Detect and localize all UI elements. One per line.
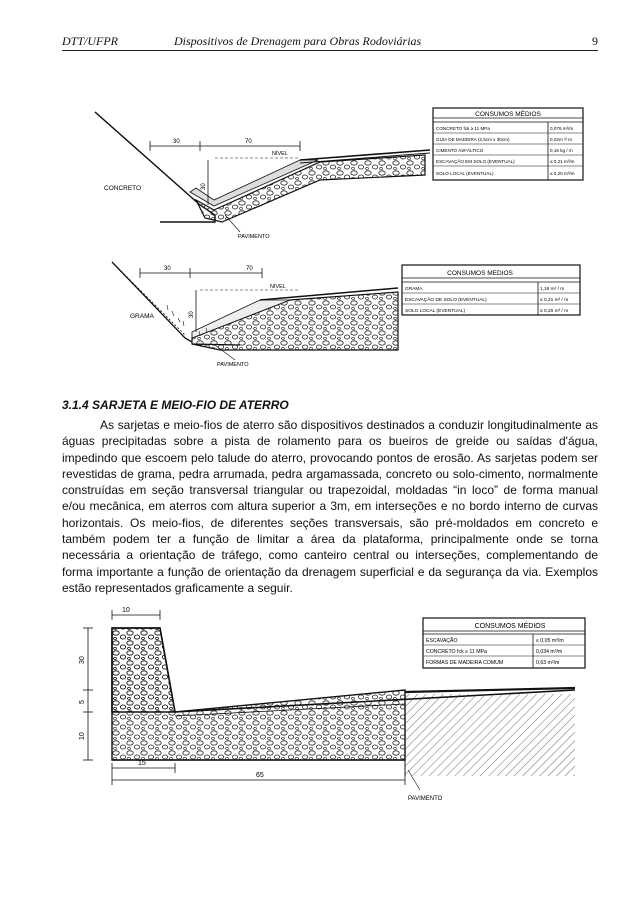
fig1-table-title: CONSUMOS MÉDIOS <box>475 111 541 118</box>
fig1-row-2-item: GUIA DE MADEIRA (2,5cm x 30cm) <box>436 137 510 142</box>
header-title: Dispositivos de Drenagem para Obras Rodoviárias <box>174 34 422 48</box>
fig3-dim-v3: 10 <box>79 732 86 740</box>
fig2-row-1-item: GRAMA <box>405 287 423 292</box>
fig3-row-1-item: ESCAVAÇÃO <box>426 638 458 644</box>
page-number: 9 <box>592 34 598 48</box>
fig2-row-2-item: ESCAVAÇÃO DE SOLO (EVENTUAL) <box>405 298 487 303</box>
fig1-dim-v: 30 <box>201 183 207 190</box>
fig1-pavement-label: PAVIMENTO <box>238 234 270 240</box>
section-title: 3.1.4 SARJETA E MEIO-FIO DE ATERRO <box>62 398 289 412</box>
fig1-row-3-value: 0,16 kg / m <box>550 148 573 153</box>
fig2-side-label: GRAMA <box>130 313 154 320</box>
fig2-row-3-value: ≤ 0,20 m³ / m <box>540 309 569 314</box>
fig2-level: NÍVEL <box>270 284 286 290</box>
fig3-consumption-table <box>423 618 585 668</box>
fig3-row-1-value: ≤ 0,05 m³/m <box>536 638 564 644</box>
fig3-dim-b2: 65 <box>256 772 264 779</box>
fig1-row-3-item: CIMENTO ASFÁLTICO <box>436 148 484 153</box>
fig1-level: NÍVEL <box>272 151 288 157</box>
fig3-row-2-value: 0,034 m³/m <box>536 649 563 655</box>
fig2-pavement-label: PAVIMENTO <box>217 362 249 368</box>
fig1-row-4-value: ≤ 0,21 m³/m <box>550 159 575 164</box>
fig3-row-3-item: FORMAS DE MADEIRA COMUM <box>426 660 504 666</box>
fig2-table-title: CONSUMOS MEDIOS <box>447 270 513 277</box>
figure-grama <box>112 262 580 368</box>
fig2-row-1-value: 1,16 m² / m <box>540 287 565 292</box>
fig1-row-2-value: 0,02m ³/ m <box>550 137 572 142</box>
fig1-row-1-item: CONCRETO fck ≥ 11 MPa <box>436 126 490 131</box>
fig3-table-title: CONSUMOS MÉDIOS <box>474 623 546 630</box>
fig1-row-5-value: ≤ 0,20 m³/m <box>550 171 575 176</box>
fig1-consumption-table <box>433 108 583 180</box>
fig3-dim-v2: 5 <box>79 700 86 704</box>
fig1-side-label: CONCRETO <box>104 185 142 192</box>
fig2-dim-a: 30 <box>164 266 171 272</box>
fig3-row-3-value: 0,63 m²/m <box>536 660 560 666</box>
fig1-row-1-value: 0,076 m³/m <box>550 126 574 131</box>
fig2-dim-v: 30 <box>189 311 195 318</box>
fig3-dim-b1: 15 <box>138 760 146 767</box>
fig2-dim-b: 70 <box>246 266 253 272</box>
fig3-dim-v1: 30 <box>79 656 86 664</box>
fig1-row-4-item: ESCAVAÇÃO EM SOLO (EVENTUAL) <box>436 159 515 164</box>
fig2-row-3-item: SOLO LOCAL (EVENTUAL) <box>405 309 466 314</box>
figure-meio-fio <box>79 607 585 802</box>
fig3-dim-top: 10 <box>122 607 130 614</box>
fig3-pavement-label: PAVIMENTO <box>408 796 443 802</box>
header-institution: DTT/UFPR <box>62 34 119 48</box>
fig1-dim-a: 30 <box>173 139 180 145</box>
fig3-row-2-item: CONCRETO fck ≥ 11 MPa <box>426 649 487 655</box>
fig2-consumption-table <box>402 265 580 315</box>
fig2-row-2-value: ≤ 0,21 m³ / m <box>540 298 569 303</box>
section-paragraph: As sarjetas e meio-fios de aterro são dispositivos destinados a conduzir longitudinalmente as águas precipitadas sobre a pista de rolamento para os bueiros de greide ou saídas d'água, impedindo que escoem pelo talude do aterro, provocando pontos de erosão. As sarjetas podem ser revestidas de grama, pedra arrumada, pedra argamassada, concreto ou solo-cimento, normalmente construídas em seção transversal triangular ou trapezoidal, moldadas “in loco” de forma manual e/ou mecânica, em aterros com altura superior a 3m, em interseções e no bordo interno de curvas horizontais. Os meio-fios, de diferentes seções transversais, são pré-moldados em concreto e também podem ter a função de limitar a área da plataforma, principalmente onde se torna necessária a orientação de tráfego, como canteiro central ou interseções, complementando de forma importante a função de orientação da drenagem superficial e da segurança da via. Exemplos estão representados graficamente a seguir. <box>62 418 598 595</box>
fig1-row-5-item: SOLO LOCAL (EVENTUAL) <box>436 171 494 176</box>
figure-concreto <box>95 108 583 240</box>
fig1-dim-b: 70 <box>245 139 252 145</box>
